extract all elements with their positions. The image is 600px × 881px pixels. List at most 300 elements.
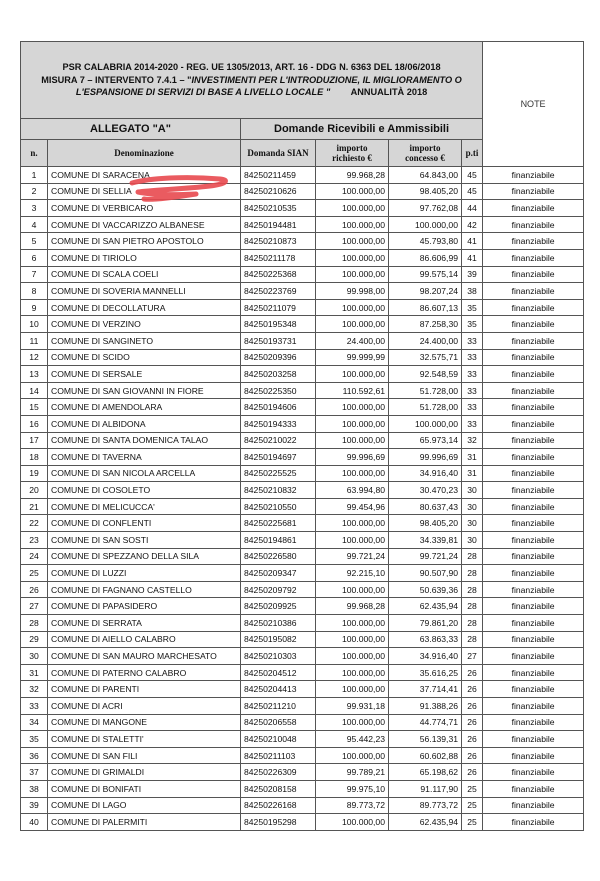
- sian-number: 84250209792: [241, 581, 316, 598]
- sian-number: 84250210386: [241, 615, 316, 632]
- importo-concesso: 34.916,40: [389, 465, 462, 482]
- sian-number: 84250209925: [241, 598, 316, 615]
- comune-name: COMUNE DI VERBICARO: [48, 200, 241, 217]
- importo-concesso: 32.575,71: [389, 349, 462, 366]
- table-row: [21, 615, 584, 632]
- table-row: [21, 814, 584, 831]
- comune-name: COMUNE DI SAN NICOLA ARCELLA: [48, 465, 241, 482]
- title-intervento: INVESTIMENTI PER L'INTRODUZIONE, IL MIGLIORAMENTO O L'ESPANSIONE DI SERVIZI DI BASE A LIVELLO LOCALE ": [75, 74, 462, 98]
- sian-number: 84250211079: [241, 299, 316, 316]
- comune-name: COMUNE DI SAN SOSTI: [48, 532, 241, 549]
- importo-richiesto: 100.000,00: [316, 415, 389, 432]
- importo-richiesto: 100.000,00: [316, 465, 389, 482]
- importo-concesso: 65.973,14: [389, 432, 462, 449]
- importo-richiesto: 99.975,10: [316, 780, 389, 797]
- importo-richiesto: 99.999,99: [316, 349, 389, 366]
- table-row: [21, 532, 584, 549]
- importo-richiesto: 100.000,00: [316, 532, 389, 549]
- sian-number: 84250210626: [241, 183, 316, 200]
- row-number: 37: [21, 764, 48, 781]
- importo-richiesto: 100.000,00: [316, 581, 389, 598]
- comune-name: COMUNE DI SERSALE: [48, 366, 241, 383]
- col-header-richiesto: importo richiesto €: [316, 140, 389, 167]
- row-number: 36: [21, 747, 48, 764]
- note-value: finanziabile: [483, 266, 584, 283]
- importo-richiesto: 89.773,72: [316, 797, 389, 814]
- comune-name: COMUNE DI SAN MAURO MARCHESATO: [48, 648, 241, 665]
- punti: 28: [462, 548, 483, 565]
- importo-concesso: 56.139,31: [389, 731, 462, 748]
- importo-concesso: 65.198,62: [389, 764, 462, 781]
- importo-richiesto: 100.000,00: [316, 233, 389, 250]
- row-number: 26: [21, 581, 48, 598]
- importo-richiesto: 99.968,28: [316, 167, 389, 184]
- row-number: 6: [21, 249, 48, 266]
- importo-concesso: 51.728,00: [389, 399, 462, 416]
- punti: 28: [462, 598, 483, 615]
- row-number: 23: [21, 532, 48, 549]
- row-number: 14: [21, 382, 48, 399]
- punti: 32: [462, 432, 483, 449]
- row-number: 2: [21, 183, 48, 200]
- note-value: finanziabile: [483, 615, 584, 632]
- sian-number: 84250194861: [241, 532, 316, 549]
- row-number: 34: [21, 714, 48, 731]
- importo-richiesto: 100.000,00: [316, 681, 389, 698]
- title-line-1: PSR CALABRIA 2014-2020 - REG. UE 1305/2013, ART. 16 - DDG N. 6363 DEL 18/06/2018: [62, 62, 441, 73]
- sian-number: 84250226168: [241, 797, 316, 814]
- table-row: [21, 465, 584, 482]
- punti: 33: [462, 366, 483, 383]
- table-row: [21, 764, 584, 781]
- note-value: finanziabile: [483, 366, 584, 383]
- note-value: finanziabile: [483, 664, 584, 681]
- note-value: finanziabile: [483, 415, 584, 432]
- importo-richiesto: 99.454,96: [316, 498, 389, 515]
- note-value: finanziabile: [483, 283, 584, 300]
- row-number: 17: [21, 432, 48, 449]
- row-number: 25: [21, 565, 48, 582]
- punti: 26: [462, 764, 483, 781]
- punti: 26: [462, 681, 483, 698]
- table-row: [21, 299, 584, 316]
- punti: 31: [462, 449, 483, 466]
- punti: 30: [462, 515, 483, 532]
- comune-name: COMUNE DI STALETTI': [48, 731, 241, 748]
- comune-name: COMUNE DI PARENTI: [48, 681, 241, 698]
- importo-concesso: 62.435,94: [389, 814, 462, 831]
- sian-number: 84250204413: [241, 681, 316, 698]
- punti: 41: [462, 249, 483, 266]
- note-value: finanziabile: [483, 532, 584, 549]
- punti: 25: [462, 780, 483, 797]
- note-value: finanziabile: [483, 698, 584, 715]
- table-row: [21, 415, 584, 432]
- punti: 31: [462, 465, 483, 482]
- table-row: [21, 797, 584, 814]
- table-row: [21, 266, 584, 283]
- comune-name: COMUNE DI ALBIDONA: [48, 415, 241, 432]
- importo-richiesto: 100.000,00: [316, 631, 389, 648]
- col-header-denominazione: Denominazione: [48, 140, 241, 167]
- note-value: finanziabile: [483, 249, 584, 266]
- sian-number: 84250226580: [241, 548, 316, 565]
- note-value: finanziabile: [483, 399, 584, 416]
- note-value: finanziabile: [483, 780, 584, 797]
- table-row: [21, 216, 584, 233]
- punti: 33: [462, 332, 483, 349]
- sian-number: 84250195348: [241, 316, 316, 333]
- punti: 30: [462, 498, 483, 515]
- importo-richiesto: 100.000,00: [316, 183, 389, 200]
- punti: 26: [462, 747, 483, 764]
- punti: 30: [462, 532, 483, 549]
- note-value: finanziabile: [483, 382, 584, 399]
- row-number: 40: [21, 814, 48, 831]
- punti: 33: [462, 349, 483, 366]
- importo-richiesto: 99.721,24: [316, 548, 389, 565]
- sian-number: 84250211459: [241, 167, 316, 184]
- importo-concesso: 98.405,20: [389, 183, 462, 200]
- sian-number: 84250203258: [241, 366, 316, 383]
- punti: 35: [462, 299, 483, 316]
- table-row: [21, 731, 584, 748]
- importo-concesso: 80.637,43: [389, 498, 462, 515]
- importo-concesso: 86.607,13: [389, 299, 462, 316]
- punti: 42: [462, 216, 483, 233]
- comune-name: COMUNE DI PATERNO CALABRO: [48, 664, 241, 681]
- table-row: [21, 681, 584, 698]
- punti: 35: [462, 316, 483, 333]
- sian-number: 84250211210: [241, 698, 316, 715]
- note-value: finanziabile: [483, 515, 584, 532]
- table-row: [21, 747, 584, 764]
- comune-name: COMUNE DI ACRI: [48, 698, 241, 715]
- importo-concesso: 45.793,80: [389, 233, 462, 250]
- row-number: 28: [21, 615, 48, 632]
- punti: 26: [462, 664, 483, 681]
- row-number: 13: [21, 366, 48, 383]
- punti: 33: [462, 382, 483, 399]
- importo-concesso: 87.258,30: [389, 316, 462, 333]
- note-value: finanziabile: [483, 681, 584, 698]
- comune-name: COMUNE DI VERZINO: [48, 316, 241, 333]
- importo-richiesto: 100.000,00: [316, 664, 389, 681]
- sian-number: 84250210303: [241, 648, 316, 665]
- importo-richiesto: 99.931,18: [316, 698, 389, 715]
- punti: 45: [462, 183, 483, 200]
- sian-number: 84250210550: [241, 498, 316, 515]
- col-header-sian: Domanda SIAN: [241, 140, 316, 167]
- note-value: finanziabile: [483, 449, 584, 466]
- note-value: finanziabile: [483, 747, 584, 764]
- importo-richiesto: 95.442,23: [316, 731, 389, 748]
- punti: 26: [462, 714, 483, 731]
- row-number: 12: [21, 349, 48, 366]
- importo-richiesto: 100.000,00: [316, 432, 389, 449]
- table-row: [21, 581, 584, 598]
- punti: 28: [462, 615, 483, 632]
- row-number: 8: [21, 283, 48, 300]
- sian-number: 84250225350: [241, 382, 316, 399]
- note-value: finanziabile: [483, 498, 584, 515]
- note-value: finanziabile: [483, 648, 584, 665]
- comune-name: COMUNE DI AIELLO CALABRO: [48, 631, 241, 648]
- importo-richiesto: 100.000,00: [316, 747, 389, 764]
- row-number: 31: [21, 664, 48, 681]
- punti: 28: [462, 581, 483, 598]
- row-number: 22: [21, 515, 48, 532]
- importo-concesso: 99.575,14: [389, 266, 462, 283]
- comune-name: COMUNE DI SPEZZANO DELLA SILA: [48, 548, 241, 565]
- importo-concesso: 34.339,81: [389, 532, 462, 549]
- importo-richiesto: 100.000,00: [316, 814, 389, 831]
- sian-number: 84250208158: [241, 780, 316, 797]
- importo-concesso: 89.773,72: [389, 797, 462, 814]
- row-number: 30: [21, 648, 48, 665]
- table-row: [21, 382, 584, 399]
- punti: 28: [462, 631, 483, 648]
- sian-number: 84250223769: [241, 283, 316, 300]
- note-value: finanziabile: [483, 200, 584, 217]
- importo-concesso: 30.470,23: [389, 482, 462, 499]
- col-header-concesso: importo concesso €: [389, 140, 462, 167]
- row-number: 21: [21, 498, 48, 515]
- comune-name: COMUNE DI AMENDOLARA: [48, 399, 241, 416]
- comune-name: COMUNE DI SANTA DOMENICA TALAO: [48, 432, 241, 449]
- table-row: [21, 399, 584, 416]
- importo-concesso: 100.000,00: [389, 415, 462, 432]
- note-value: finanziabile: [483, 332, 584, 349]
- punti: 33: [462, 399, 483, 416]
- title-annualita: ANNUALITÀ 2018: [350, 87, 428, 98]
- sian-number: 84250195298: [241, 814, 316, 831]
- comune-name: COMUNE DI SAN FILI: [48, 747, 241, 764]
- sian-number: 84250194697: [241, 449, 316, 466]
- document-table-container: [20, 41, 583, 831]
- comune-name: COMUNE DI SERRATA: [48, 615, 241, 632]
- domande-label: Domande Ricevibili e Ammissibili: [241, 119, 483, 140]
- table-row: [21, 366, 584, 383]
- note-value: finanziabile: [483, 432, 584, 449]
- table-row: [21, 200, 584, 217]
- sian-number: 84250209396: [241, 349, 316, 366]
- punti: 25: [462, 797, 483, 814]
- note-value: finanziabile: [483, 183, 584, 200]
- row-number: 3: [21, 200, 48, 217]
- row-number: 7: [21, 266, 48, 283]
- table-row: [21, 664, 584, 681]
- comune-name: COMUNE DI GRIMALDI: [48, 764, 241, 781]
- importo-concesso: 37.714,41: [389, 681, 462, 698]
- table-row: [21, 498, 584, 515]
- note-value: finanziabile: [483, 581, 584, 598]
- sian-number: 84250194333: [241, 415, 316, 432]
- sian-number: 84250210832: [241, 482, 316, 499]
- table-row: [21, 183, 584, 200]
- col-header-n: n.: [21, 140, 48, 167]
- note-value: finanziabile: [483, 316, 584, 333]
- importo-richiesto: 100.000,00: [316, 515, 389, 532]
- note-value: finanziabile: [483, 233, 584, 250]
- table-row: [21, 698, 584, 715]
- punti: 28: [462, 565, 483, 582]
- table-row: [21, 548, 584, 565]
- importo-richiesto: 24.400,00: [316, 332, 389, 349]
- note-value: finanziabile: [483, 299, 584, 316]
- comune-name: COMUNE DI SCALA COELI: [48, 266, 241, 283]
- importo-concesso: 44.774,71: [389, 714, 462, 731]
- table-row: [21, 316, 584, 333]
- importo-richiesto: 99.789,21: [316, 764, 389, 781]
- note-value: finanziabile: [483, 548, 584, 565]
- comune-name: COMUNE DI COSOLETO: [48, 482, 241, 499]
- sian-number: 84250210048: [241, 731, 316, 748]
- row-number: 9: [21, 299, 48, 316]
- sian-number: 84250225368: [241, 266, 316, 283]
- sian-number: 84250209347: [241, 565, 316, 582]
- row-number: 35: [21, 731, 48, 748]
- row-number: 24: [21, 548, 48, 565]
- punti: 44: [462, 200, 483, 217]
- table-row: [21, 648, 584, 665]
- row-number: 39: [21, 797, 48, 814]
- allegato-label: ALLEGATO "A": [21, 119, 241, 140]
- importo-richiesto: 100.000,00: [316, 216, 389, 233]
- importo-concesso: 64.843,00: [389, 167, 462, 184]
- importo-concesso: 97.762,08: [389, 200, 462, 217]
- comune-name: COMUNE DI CONFLENTI: [48, 515, 241, 532]
- table-row: [21, 233, 584, 250]
- table-row: [21, 349, 584, 366]
- sian-number: 84250194606: [241, 399, 316, 416]
- note-value: finanziabile: [483, 764, 584, 781]
- comune-name: COMUNE DI SARACENA: [48, 167, 241, 184]
- document-title: [21, 42, 483, 119]
- note-value: finanziabile: [483, 349, 584, 366]
- importo-richiesto: 99.968,28: [316, 598, 389, 615]
- importo-richiesto: 100.000,00: [316, 615, 389, 632]
- importo-richiesto: 99.998,00: [316, 283, 389, 300]
- comune-name: COMUNE DI MELICUCCA': [48, 498, 241, 515]
- importo-concesso: 100.000,00: [389, 216, 462, 233]
- note-value: finanziabile: [483, 482, 584, 499]
- table-row: [21, 249, 584, 266]
- importo-richiesto: 100.000,00: [316, 249, 389, 266]
- punti: 30: [462, 482, 483, 499]
- comune-name: COMUNE DI SCIDO: [48, 349, 241, 366]
- sian-number: 84250194481: [241, 216, 316, 233]
- comune-name: COMUNE DI TIRIOLO: [48, 249, 241, 266]
- importo-richiesto: 100.000,00: [316, 366, 389, 383]
- importo-concesso: 50.639,36: [389, 581, 462, 598]
- comune-name: COMUNE DI SELLIA: [48, 183, 241, 200]
- sian-number: 84250193731: [241, 332, 316, 349]
- importo-concesso: 63.863,33: [389, 631, 462, 648]
- importo-richiesto: 100.000,00: [316, 266, 389, 283]
- table-row: [21, 167, 584, 184]
- importo-concesso: 91.117,90: [389, 780, 462, 797]
- importo-concesso: 51.728,00: [389, 382, 462, 399]
- punti: 26: [462, 698, 483, 715]
- sian-number: 84250206558: [241, 714, 316, 731]
- comune-name: COMUNE DI DECOLLATURA: [48, 299, 241, 316]
- importo-richiesto: 110.592,61: [316, 382, 389, 399]
- row-number: 11: [21, 332, 48, 349]
- importo-concesso: 86.606,99: [389, 249, 462, 266]
- importo-richiesto: 100.000,00: [316, 200, 389, 217]
- sian-number: 84250225525: [241, 465, 316, 482]
- title-line-2: [27, 74, 476, 99]
- importo-richiesto: 92.215,10: [316, 565, 389, 582]
- row-number: 27: [21, 598, 48, 615]
- note-value: finanziabile: [483, 565, 584, 582]
- note-header: NOTE: [483, 42, 584, 167]
- sian-number: 84250211178: [241, 249, 316, 266]
- note-value: finanziabile: [483, 465, 584, 482]
- importo-concesso: 99.721,24: [389, 548, 462, 565]
- sian-number: 84250210535: [241, 200, 316, 217]
- punti: 39: [462, 266, 483, 283]
- note-value: finanziabile: [483, 797, 584, 814]
- comune-name: COMUNE DI SAN PIETRO APOSTOLO: [48, 233, 241, 250]
- table-row: [21, 565, 584, 582]
- table-body: [21, 167, 584, 831]
- note-value: finanziabile: [483, 631, 584, 648]
- importo-concesso: 24.400,00: [389, 332, 462, 349]
- punti: 45: [462, 167, 483, 184]
- comune-name: COMUNE DI BONIFATI: [48, 780, 241, 797]
- row-number: 29: [21, 631, 48, 648]
- importo-richiesto: 100.000,00: [316, 648, 389, 665]
- importo-richiesto: 100.000,00: [316, 316, 389, 333]
- importo-richiesto: 99.996,69: [316, 449, 389, 466]
- row-number: 33: [21, 698, 48, 715]
- note-value: finanziabile: [483, 167, 584, 184]
- punti: 41: [462, 233, 483, 250]
- row-number: 16: [21, 415, 48, 432]
- importo-richiesto: 100.000,00: [316, 714, 389, 731]
- importo-richiesto: 100.000,00: [316, 299, 389, 316]
- punti: 25: [462, 814, 483, 831]
- table-row: [21, 714, 584, 731]
- sian-number: 84250210873: [241, 233, 316, 250]
- importo-richiesto: 100.000,00: [316, 399, 389, 416]
- row-number: 18: [21, 449, 48, 466]
- row-number: 4: [21, 216, 48, 233]
- title-misura: MISURA 7 – INTERVENTO 7.4.1 – ": [41, 74, 192, 85]
- importo-concesso: 98.207,24: [389, 283, 462, 300]
- comune-name: COMUNE DI FAGNANO CASTELLO: [48, 581, 241, 598]
- sian-number: 84250225681: [241, 515, 316, 532]
- row-number: 15: [21, 399, 48, 416]
- table-row: [21, 598, 584, 615]
- sian-number: 84250204512: [241, 664, 316, 681]
- importo-concesso: 79.861,20: [389, 615, 462, 632]
- comune-name: COMUNE DI PAPASIDERO: [48, 598, 241, 615]
- comune-name: COMUNE DI TAVERNA: [48, 449, 241, 466]
- sian-number: 84250211103: [241, 747, 316, 764]
- table-row: [21, 482, 584, 499]
- row-number: 32: [21, 681, 48, 698]
- importo-concesso: 34.916,40: [389, 648, 462, 665]
- table-row: [21, 332, 584, 349]
- importo-concesso: 35.616,25: [389, 664, 462, 681]
- col-header-pti: p.ti: [462, 140, 483, 167]
- sian-number: 84250226309: [241, 764, 316, 781]
- table-row: [21, 283, 584, 300]
- note-value: finanziabile: [483, 714, 584, 731]
